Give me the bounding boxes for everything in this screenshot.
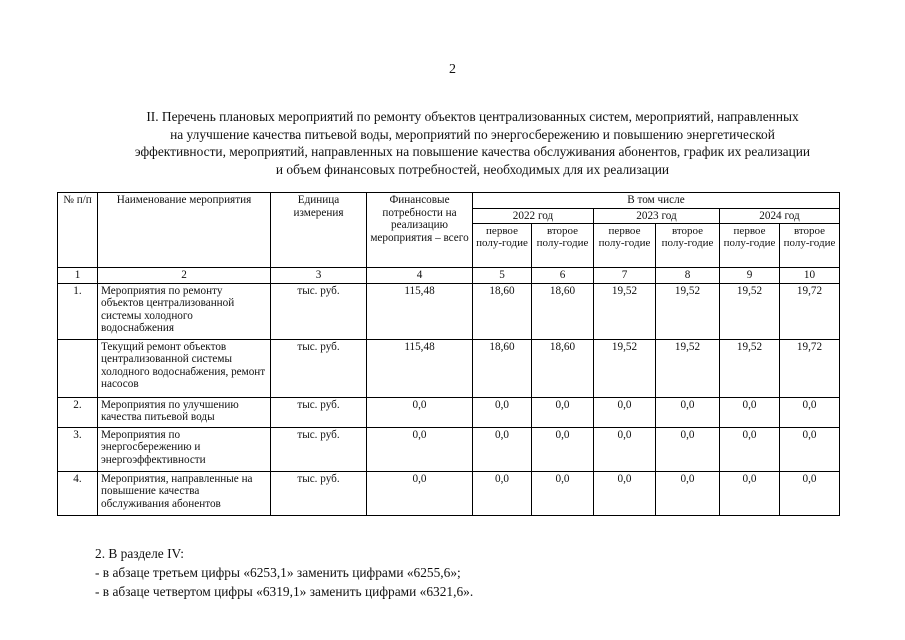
title-line: эффективности, мероприятий, направленных на повышение качества обслуживания абонентов, график их реализации [134,144,811,159]
row-name: Мероприятия по улучшению качества питьевой воды [98,397,271,427]
row-value: 0,0 [780,427,840,471]
header-half: второе полу-годие [656,224,720,268]
column-number: 9 [720,268,780,284]
column-numbers-row [58,268,840,284]
table-row [58,283,840,339]
row-name: Мероприятия, направленные на повышение качества обслуживания абонентов [98,471,271,515]
header-unit: Единица измерения [271,193,367,268]
row-value: 0,0 [473,397,532,427]
row-value: 0,0 [780,471,840,515]
row-total: 0,0 [367,397,473,427]
row-value: 19,52 [656,283,720,339]
row-value: 0,0 [532,471,594,515]
header-num: № п/п [58,193,98,268]
header-half: первое полу-годие [594,224,656,268]
column-number: 10 [780,268,840,284]
row-num: 3. [58,427,98,471]
column-number: 6 [532,268,594,284]
row-value: 19,72 [780,339,840,397]
table-row [58,471,840,515]
row-value: 0,0 [720,471,780,515]
row-value: 0,0 [532,427,594,471]
row-unit: тыс. руб. [271,397,367,427]
row-value: 18,60 [473,339,532,397]
row-value: 19,52 [594,339,656,397]
row-value: 19,52 [594,283,656,339]
header-year: 2022 год [473,208,594,224]
column-number: 4 [367,268,473,284]
header-year: 2023 год [594,208,720,224]
title-line: на улучшение качества питьевой воды, мероприятий по энергосбережению и повышению энергетической [170,126,775,142]
row-name: Мероприятия по энергосбережению и энергоэффективности [98,427,271,471]
paragraph: - в абзаце третьем цифры «6253,1» заменить цифрами «6255,6»; [95,565,461,580]
row-total: 115,48 [367,339,473,397]
header-half: первое полу-годие [720,224,780,268]
header-half: второе полу-годие [532,224,594,268]
row-num: 4. [58,471,98,515]
row-value: 19,52 [720,339,780,397]
header-half: первое полу-годие [473,224,532,268]
table-row [58,427,840,471]
row-num: 2. [58,397,98,427]
header-name: Наименование мероприятия [98,193,271,268]
row-value: 19,52 [720,283,780,339]
row-value: 0,0 [594,471,656,515]
row-unit: тыс. руб. [271,471,367,515]
header-year: 2024 год [720,208,840,224]
header-total: Финансовые потребности на реализацию мероприятия – всего [367,193,473,268]
row-value: 18,60 [473,283,532,339]
section-title [40,108,905,178]
row-value: 0,0 [720,427,780,471]
row-value: 18,60 [532,283,594,339]
page-number: 2 [449,62,456,77]
row-value: 0,0 [720,397,780,427]
column-number: 7 [594,268,656,284]
row-value: 0,0 [780,397,840,427]
paragraph: - в абзаце четвертом цифры «6319,1» заменить цифрами «6321,6». [95,584,474,599]
row-total: 0,0 [367,471,473,515]
column-number: 2 [98,268,271,284]
row-value: 0,0 [594,427,656,471]
row-value: 0,0 [656,471,720,515]
header-including: В том числе [473,193,840,209]
row-name: Текущий ремонт объектов централизованной системы холодного водоснабжения, ремонт насосов [98,339,271,397]
row-unit: тыс. руб. [271,283,367,339]
title-line: и объем финансовых потребностей, необходимых для их реализации [275,161,670,177]
table-row [58,339,840,397]
row-unit: тыс. руб. [271,339,367,397]
row-value: 0,0 [473,471,532,515]
row-value: 18,60 [532,339,594,397]
row-value: 0,0 [532,397,594,427]
row-name: Мероприятия по ремонту объектов централизованной системы холодного водоснабжения [98,283,271,339]
paragraph: 2. В разделе IV: [95,546,184,561]
column-number: 5 [473,268,532,284]
row-value: 0,0 [656,397,720,427]
row-value: 0,0 [656,427,720,471]
header-half: второе полу-годие [780,224,840,268]
row-value: 0,0 [473,427,532,471]
row-num: 1. [58,283,98,339]
plan-table [57,192,840,516]
row-value: 0,0 [594,397,656,427]
row-value: 19,52 [656,339,720,397]
row-num [58,339,98,397]
title-line: II. Перечень плановых мероприятий по ремонту объектов централизованных систем, мероприятий, направленных [146,109,799,124]
column-number: 3 [271,268,367,284]
row-total: 0,0 [367,427,473,471]
column-number: 1 [58,268,98,284]
table-row [58,397,840,427]
row-total: 115,48 [367,283,473,339]
column-number: 8 [656,268,720,284]
row-unit: тыс. руб. [271,427,367,471]
row-value: 19,72 [780,283,840,339]
